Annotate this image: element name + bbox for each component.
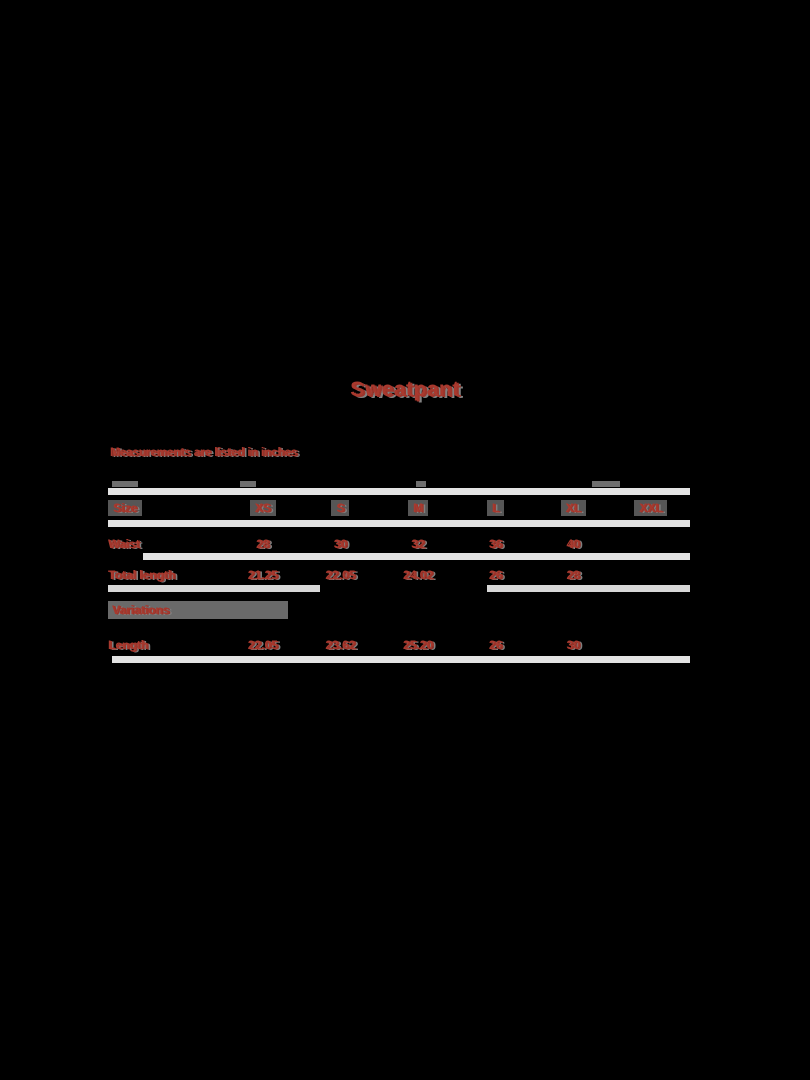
column-header-stub [112, 481, 138, 487]
section-label: Variations [108, 601, 288, 619]
separator-bar [108, 488, 690, 495]
separator-bar [108, 520, 690, 527]
measurement-cell: 23.62 [325, 637, 356, 652]
size-cell: M [379, 500, 457, 516]
separator-bar [143, 553, 690, 560]
measurement-cell: 30 [566, 637, 580, 652]
column-header-stub [592, 481, 620, 487]
measurement-cell: 28 [566, 567, 580, 582]
size-cell: XL [534, 500, 612, 516]
measurement-cell: 36 [488, 536, 503, 551]
measurement-cell: 25.20 [402, 637, 433, 652]
measurement-cell: 30 [333, 536, 348, 551]
table-row-waist [108, 535, 690, 552]
size-cell: L [457, 500, 535, 516]
measurement-cell: 24.02 [402, 567, 433, 582]
measurement-cell: 22.05 [247, 637, 278, 652]
table-row-section [108, 601, 690, 618]
size-cell: XXL [612, 500, 690, 516]
column-header-stub [240, 481, 256, 487]
measurement-cell: 32 [411, 536, 425, 551]
measurement-cell: 22.05 [325, 567, 356, 582]
separator-bar [487, 585, 690, 592]
table-row-length [108, 636, 690, 653]
row-label: Length [108, 637, 148, 652]
measurement-cell: 26 [488, 637, 503, 652]
measurement-note: Measurements are listed in inches [110, 447, 298, 459]
size-cell: S [302, 500, 380, 516]
separator-bar [108, 585, 320, 592]
row-label: Size [108, 500, 224, 516]
measurement-cell: 28 [256, 536, 270, 551]
measurement-cell: 26 [488, 567, 503, 582]
size-cell: XS [224, 500, 302, 516]
row-label: Total length [108, 567, 176, 582]
row-label: Waist [108, 536, 140, 551]
page-title: Sweatpant [350, 378, 460, 401]
measurement-cell: 40 [566, 536, 580, 551]
measurement-cell: 21.25 [247, 567, 278, 582]
column-header-stub [416, 481, 426, 487]
separator-bar [112, 656, 690, 663]
table-row-total-length [108, 566, 690, 583]
table-row-size [108, 499, 690, 516]
